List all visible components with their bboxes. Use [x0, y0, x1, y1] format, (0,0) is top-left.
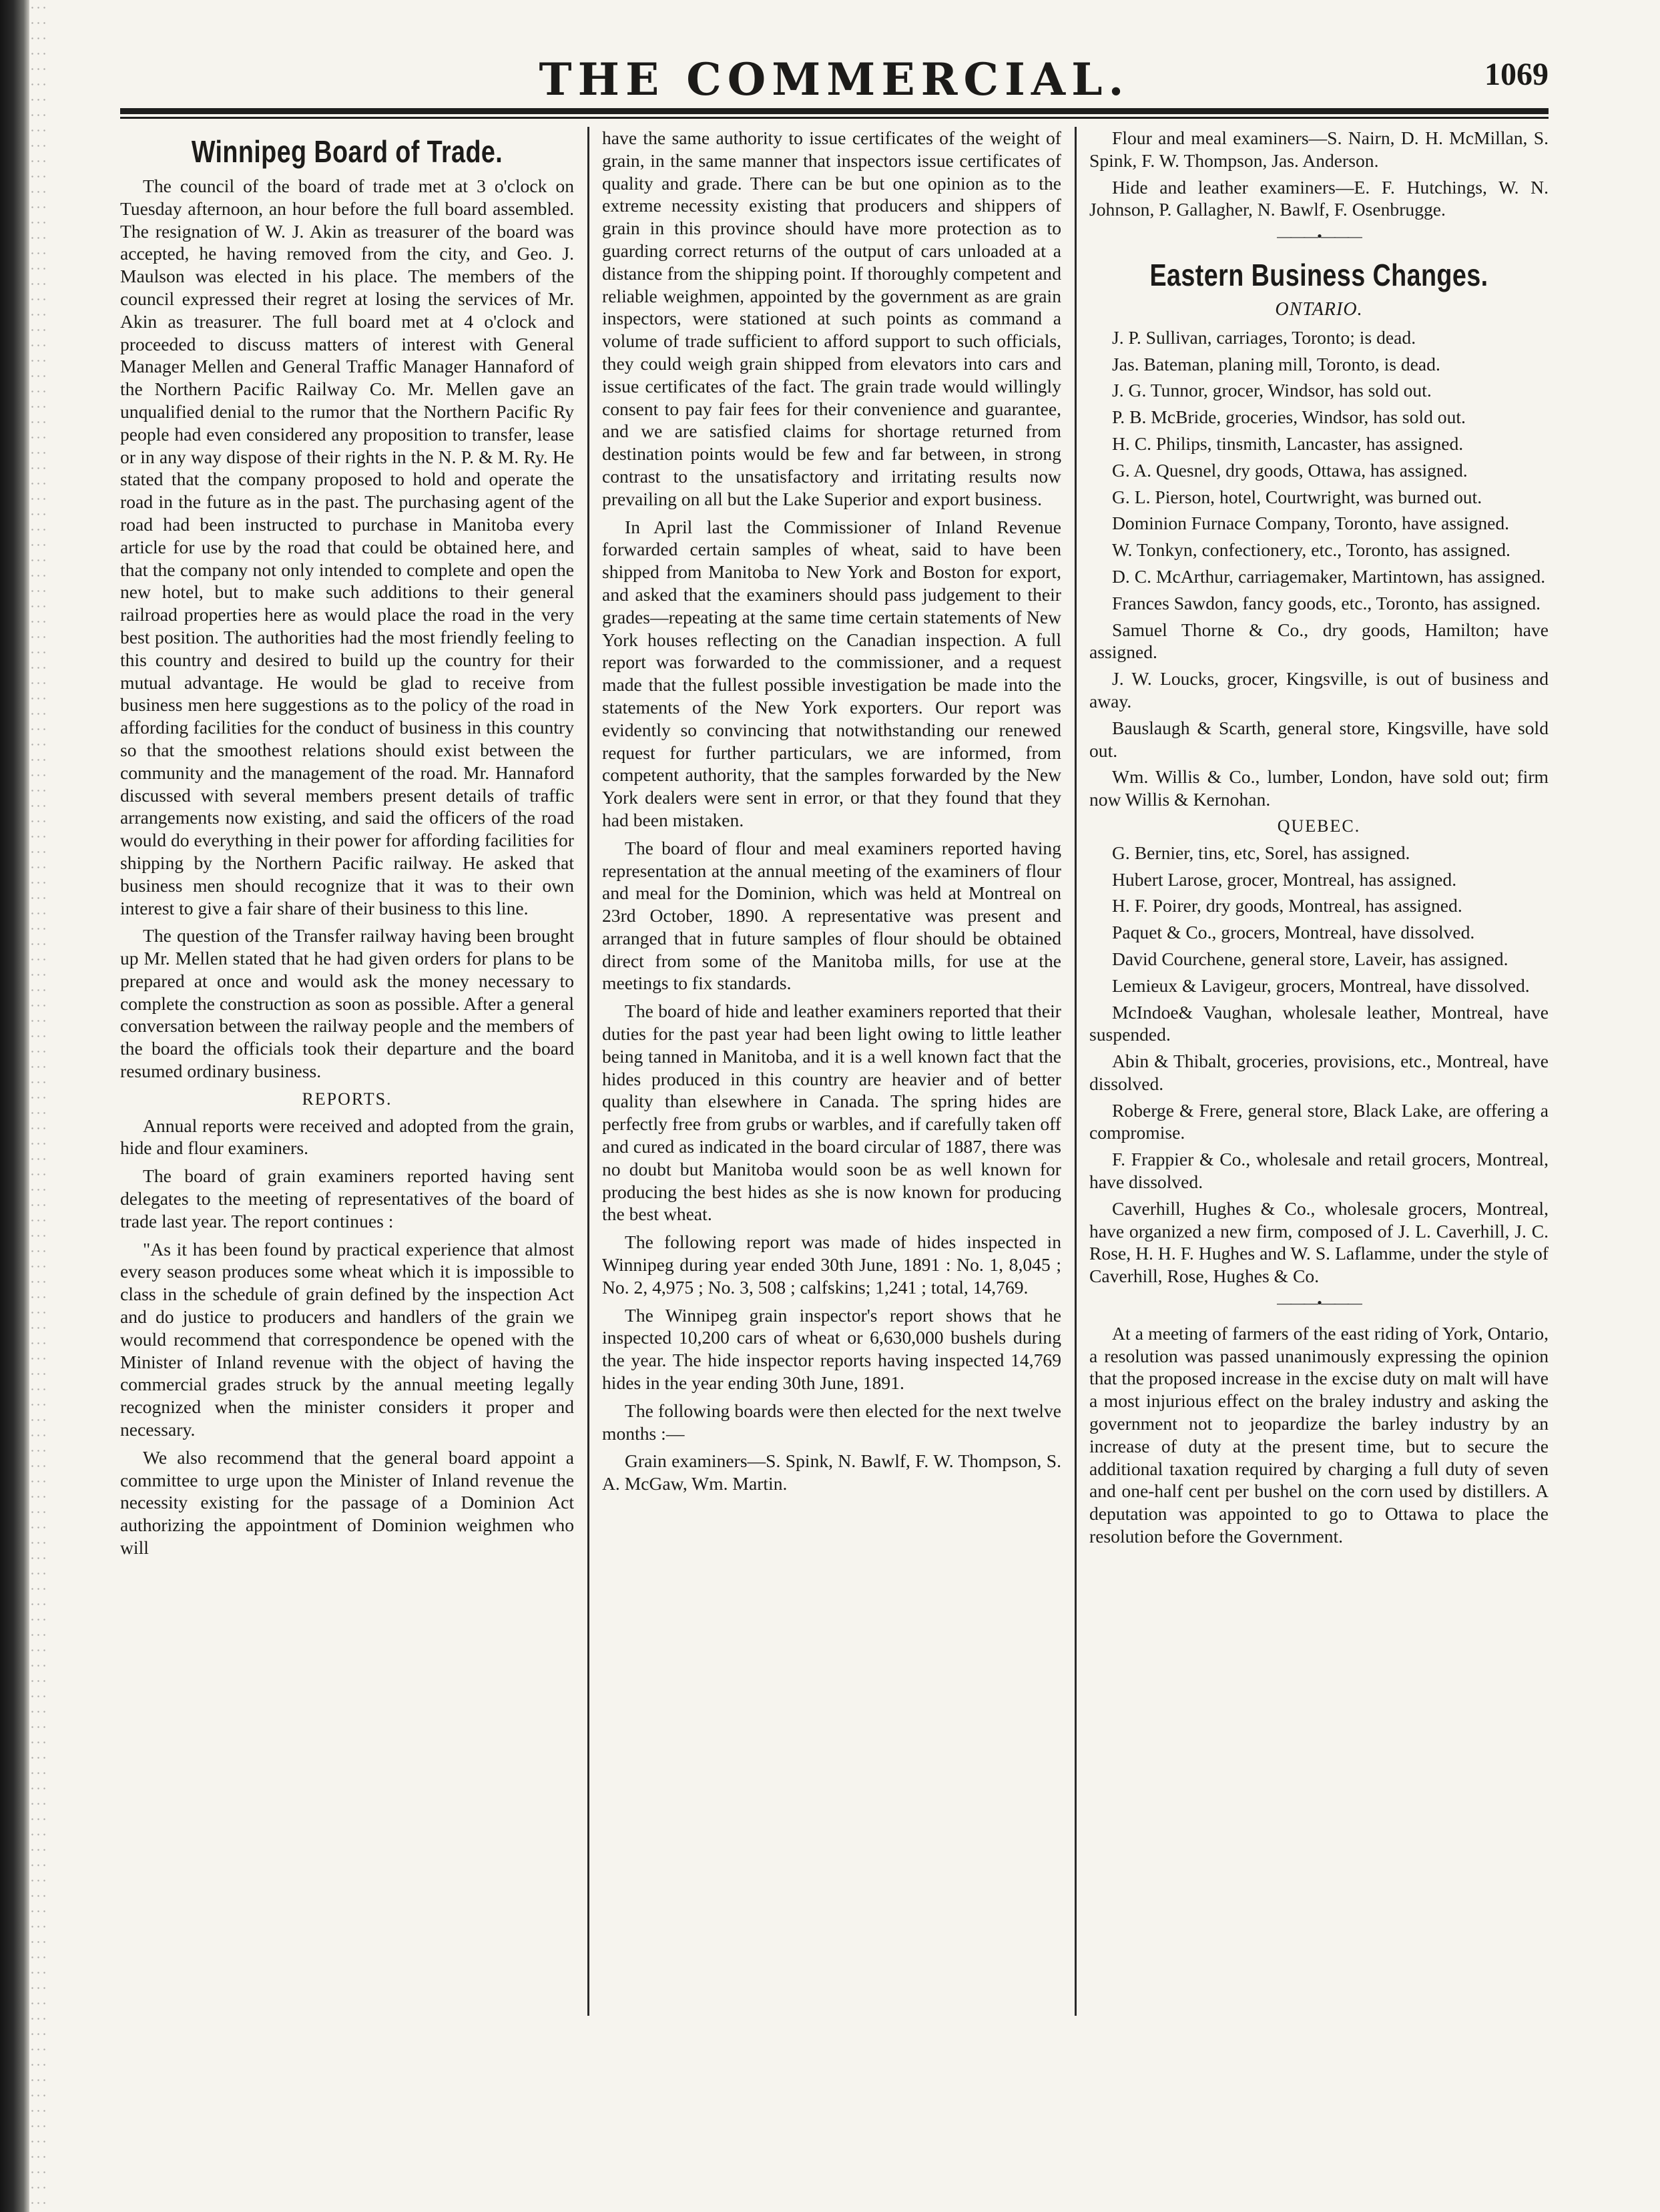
article-paragraph: The Winnipeg grain inspector's report shows that he inspected 10,200 cars of wheat or 6,630,000 bushels during the year. The hide inspector reports having inspected 14,769 hides in the year ending 30th June, 1891. — [602, 1304, 1061, 1394]
list-item: H. F. Poirer, dry goods, Montreal, has assigned. — [1112, 895, 1462, 916]
article-paragraph: We also recommend that the general board appoint a committee to urge upon the Minister of Inland revenue the necessity existing for the passage of a Dominion Act authorizing the appointment of Dominion weighmen who will — [120, 1446, 574, 1559]
binding-texture — [29, 0, 47, 2212]
column-2 — [602, 127, 1061, 2156]
article-paragraph: have the same authority to issue certificates of the weight of grain, in the same manner that inspectors issue certificates of quality and grade. There can be but one opinion as to the extreme necessity existing that producers and shippers of grain in this province should have more protection as to guarding correct returns of the output of cars unloaded at a distance from the shipping point. If thoroughly competent and reliable weighmen, appointed by the government as are grain inspectors, were stationed at such points as command a volume of trade sufficient to afford support to such officials, they could weigh grain shipped from elevators into cars and issue certificates of the fact. The grain trade would willingly consent to pay fair fees for their convenience and guarantee, and we are satisfied claims for shortage returned from destination points would be few and far between, in strong contrast to the unsatisfactory and irritating results now prevailing on all but the Lake Superior and export business. — [602, 127, 1061, 509]
quebec-list — [1089, 842, 1549, 1288]
page-number: 1069 — [1484, 57, 1549, 92]
list-item: D. C. McArthur, carriagemaker, Martintown, has assigned. — [1112, 565, 1546, 587]
list-item: Lemieux & Lavigeur, grocers, Montreal, have dissolved. — [1112, 975, 1530, 996]
column-divider-2 — [1075, 127, 1077, 2016]
list-item: Samuel Thorne & Co., dry goods, Hamilton; have assigned. — [1089, 619, 1549, 663]
list-item: Dominion Furnace Company, Toronto, have assigned. — [1112, 513, 1510, 534]
list-item: G. A. Quesnel, dry goods, Ottawa, has assigned. — [1112, 459, 1468, 481]
ontario-list — [1089, 326, 1549, 811]
article-headline: Eastern Business Changes. — [1149, 257, 1488, 292]
binding-spine — [0, 0, 29, 2212]
article-paragraph: Flour and meal examiners—S. Nairn, D. H. McMillan, S. Spink, F. W. Thompson, Jas. Anderson. — [1089, 127, 1549, 171]
masthead — [120, 53, 1549, 107]
list-item: Frances Sawdon, fancy goods, etc., Toronto, has assigned. — [1112, 592, 1541, 613]
article-paragraph: Grain examiners—S. Spink, N. Bawlf, F. W. Thompson, S. A. McGaw, Wm. Martin. — [602, 1450, 1061, 1494]
article-paragraph: Hide and leather examiners—E. F. Hutchings, W. N. Johnson, P. Gallagher, N. Bawlf, F. Osenbrugge. — [1089, 176, 1549, 220]
article-paragraph: In April last the Commissioner of Inland Revenue forwarded certain samples of wheat, said to have been shipped from Manitoba to New York and Boston for export, and asked that the examiners should pass judgement to their grades—repeating at the same time certain statements of New York houses reflecting on the Canadian inspection. A full report was forwarded to the commissioner, and a request made that the fullest possible investigation be made into the statements of the New York exporters. Our report was evidently so convincing that notwithstanding our renewed request for further particulars, we are informed, from competent authority, that the samples forwarded by the New York dealers were sent in error, or that they found that they had been mistaken. — [602, 516, 1061, 830]
list-item: Hubert Larose, grocer, Montreal, has assigned. — [1112, 868, 1457, 890]
article-paragraph: Annual reports were received and adopted from the grain, hide and flour examiners. — [120, 1115, 574, 1159]
column-1 — [120, 127, 574, 2156]
list-item: Jas. Bateman, planing mill, Toronto, is dead. — [1112, 353, 1440, 374]
list-item: McIndoe& Vaughan, wholesale leather, Montreal, have suspended. — [1089, 1001, 1549, 1045]
province-heading: ONTARIO. — [1275, 298, 1363, 320]
province-heading: QUEBEC. — [1277, 816, 1361, 836]
article-paragraph: The council of the board of trade met at 3 o'clock on Tuesday afternoon, an hour before the full board assembled. The resignation of W. J. Akin as treasurer of the board was accepted, he having removed from the city, and Geo. J. Maulson was elected in his place. The members of the council expressed their regret at losing the services of Mr. Akin as treasurer. The full board met at 4 o'clock and proceeded to discuss matters of interest with General Manager Mellen and General Traffic Manager Hannaford of the Northern Pacific Railway Co. Mr. Mellen gave an unqualified denial to the rumor that the Northern Pacific Ry people had even considered any proposition to transfer, lease or in any way dispose of their rights in the N. P. & M. Ry. He stated that the company proposed to hold and operate the road in the future as in the past. The purchasing agent of the road had been instructed to purchase in Manitoba every article for use by the road that could be obtained here, and that the company not only intended to complete and open the new hotel, but to make such additions to their general railroad properties here as would place the road in the very best position. The authorities had the most friendly feeling to this country and desired to build up the country for their mutual advantage. He would be glad to receive from business men here suggestions as to the policy of the road in affording facilities for the conduct of business in this country so that the smoothest relations should exist between the community and the management of the road. Mr. Hannaford discussed with several members present details of traffic arrangements now existing, and said the officers of the road would do everything in their power for affording facilities for shipping by the Northern Pacific railway. He asked that business men should recognize that it was to their own interest to give a fair share of their business to this line. — [120, 176, 574, 918]
article-paragraph: The board of hide and leather examiners reported that their duties for the past year had been light owing to little leather being tanned in Manitoba, and it is a well known fact that the hides produced in this country are heavier and of better quality than elsewhere in Canada. The spring hides are perfectly free from grubs or warbles, and if carefully taken off and cured as indicated in the board circular of 1887, there was no doubt but Manitoba would soon be as well known for producing the best hides as she is now known for producing the best wheat. — [602, 1001, 1061, 1225]
list-item: J. P. Sullivan, carriages, Toronto; is dead. — [1112, 326, 1416, 348]
list-item: P. B. McBride, groceries, Windsor, has sold out. — [1112, 406, 1466, 428]
article-paragraph: At a meeting of farmers of the east riding of York, Ontario, a resolution was passed unanimously expressing the opinion that the proposed increase in the excise duty on malt will have a most injurious effect on the braley industry and asking the government not to jeopardize the barley industry by an increase of duty at the present time, but to secure the additional taxation required by charging a full duty of seven and one-half cent per bushel on the corn used by distillers. A deputation was appointed to go to Ottawa to place the resolution before the Government. — [1089, 1322, 1549, 1547]
column-divider-1 — [587, 127, 589, 2016]
list-item: H. C. Philips, tinsmith, Lancaster, has assigned. — [1112, 433, 1464, 454]
section-ornament: ———•——— — [1277, 228, 1361, 245]
list-item: Caverhill, Hughes & Co., wholesale grocers, Montreal, have organized a new firm, composed of J. L. Caverhill, J. C. Rose, H. H. F. Hughes and W. S. Laflamme, under the style of Caverhill, Rose, Hughes & Co. — [1089, 1197, 1549, 1287]
list-item: Roberge & Frere, general store, Black Lake, are offering a compromise. — [1089, 1099, 1549, 1143]
article-headline: Winnipeg Board of Trade. — [191, 134, 503, 169]
section-heading: REPORTS. — [302, 1089, 392, 1109]
list-item: J. W. Loucks, grocer, Kingsville, is out of business and away. — [1089, 668, 1549, 712]
section-ornament: ———•——— — [1277, 1294, 1361, 1312]
article-paragraph: The following report was made of hides inspected in Winnipeg during year ended 30th June, 1891 : No. 1, 8,045 ; No. 2, 4,975 ; No. 3, 508 ; calfskins; 1,241 ; total, 14,769. — [602, 1231, 1061, 1298]
list-item: G. Bernier, tins, etc, Sorel, has assigned. — [1112, 842, 1410, 863]
list-item: Wm. Willis & Co., lumber, London, have sold out; firm now Willis & Kernohan. — [1089, 766, 1549, 810]
article-paragraph: The question of the Transfer railway having been brought up Mr. Mellen stated that he had given orders for plans to be prepared at once and would ask the money necessary to complete the construction as soon as possible. After a general conversation between the railway people and the members of the board the officials took their departure and the board resumed ordinary business. — [120, 925, 574, 1082]
newspaper-title: THE COMMERCIAL. — [539, 53, 1130, 105]
list-item: F. Frappier & Co., wholesale and retail grocers, Montreal, have dissolved. — [1089, 1149, 1549, 1193]
list-item: Bauslaugh & Scarth, general store, Kingsville, have sold out. — [1089, 717, 1549, 761]
list-item: Abin & Thibalt, groceries, provisions, etc., Montreal, have dissolved. — [1089, 1051, 1549, 1094]
list-item: W. Tonkyn, confectionery, etc., Toronto, has assigned. — [1112, 539, 1510, 561]
column-3 — [1089, 127, 1549, 2156]
article-paragraph: The board of flour and meal examiners reported having representation at the annual meeting of the examiners of flour and meal for the Dominion, which was held at Montreal on 23rd October, 1890. A representative was present and arranged that in future samples of flour should be obtained direct from some of the Manitoba mills, for use at the meetings to fix standards. — [602, 837, 1061, 994]
masthead-rule-thin — [120, 117, 1549, 119]
article-paragraph: "As it has been found by practical experience that almost every season produces some wheat which it is impossible to class in the schedule of grain defined by the inspection Act and do justice to producers and handlers of the grain we would recommend that correspondence be opened with the Minister of Inland revenue with the object of having the commercial grades struck by the annual meeting legally recognized when the minister considers it proper and necessary. — [120, 1238, 574, 1440]
list-item: David Courchene, general store, Laveir, has assigned. — [1112, 948, 1508, 969]
list-item: J. G. Tunnor, grocer, Windsor, has sold out. — [1112, 380, 1432, 401]
list-item: Paquet & Co., grocers, Montreal, have dissolved. — [1112, 922, 1475, 943]
masthead-rule-heavy — [120, 108, 1549, 114]
article-paragraph: The following boards were then elected for the next twelve months :— — [602, 1400, 1061, 1444]
list-item: G. L. Pierson, hotel, Courtwright, was burned out. — [1112, 486, 1482, 507]
article-paragraph: The board of grain examiners reported having sent delegates to the meeting of representatives of the board of trade last year. The report continues : — [120, 1165, 574, 1231]
